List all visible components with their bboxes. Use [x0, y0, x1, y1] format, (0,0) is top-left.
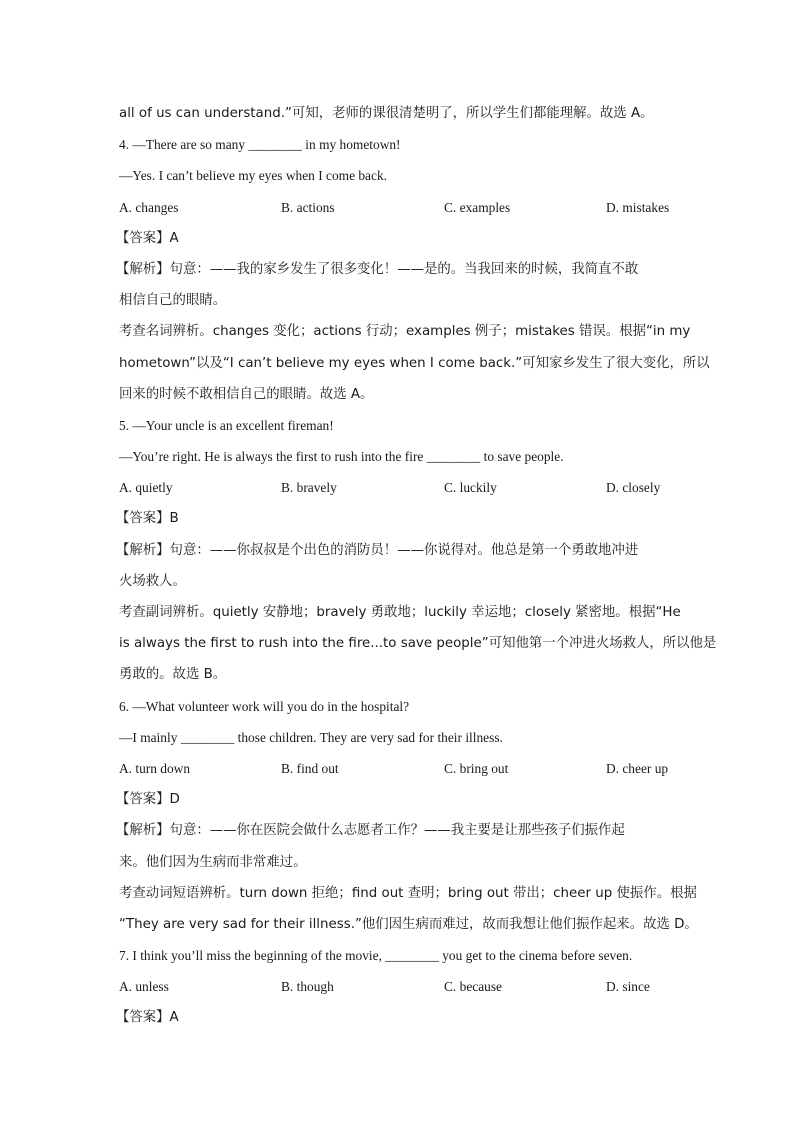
option-c: C. examples	[444, 199, 511, 215]
option-d: D. closely	[606, 480, 661, 496]
option-c: C. luckily	[444, 480, 497, 496]
option-a: A. changes	[119, 199, 179, 215]
text-line: 回来的时候不敢相信自己的眼睛。故选 A。	[119, 386, 374, 402]
option-d: D. since	[606, 979, 650, 995]
question-4: 4. —There are so many ________ in my hometown!	[119, 137, 401, 153]
text-line: 勇敢的。故选 B。	[119, 667, 227, 683]
option-c: C. bring out	[444, 760, 509, 776]
text-line: 来。他们因为生病而非常难过。	[119, 854, 307, 870]
option-b: B. actions	[281, 199, 335, 215]
option-a: A. unless	[119, 979, 169, 995]
option-b: B. though	[281, 979, 334, 995]
options-row	[119, 192, 675, 223]
text-line: is always the first to rush into the fire...to save people”可知他第一个冲进火场救人，所以他是	[119, 636, 717, 652]
option-b: B. find out	[281, 760, 339, 776]
option-d: D. mistakes	[606, 199, 670, 215]
text-line: —I mainly ________ those children. They are very sad for their illness.	[119, 729, 503, 745]
text-line: all of us can understand.”可知，老师的课很清楚明了，所以学生们都能理解。故选 A。	[119, 106, 654, 121]
options-row	[119, 753, 675, 784]
text-line: 考查名词辨析。changes 变化；actions 行动；examples 例子；mistakes 错误。根据“in my	[119, 324, 691, 340]
text-line: “They are very sad for their illness.”他们因生病而难过，故而我想让他们振作起来。故选 D。	[119, 916, 698, 932]
option-b: B. bravely	[281, 480, 337, 496]
text-line: —You’re right. He is always the first to rush into the fire ________ to save people.	[119, 449, 564, 465]
answer-line: 【答案】A	[116, 230, 179, 246]
text-line: 火场救人。	[119, 573, 186, 589]
text-line: —Yes. I can’t believe my eyes when I come back.	[119, 168, 387, 184]
question-7: 7. I think you’ll miss the beginning of the movie, ________ you get to the cinema before seven.	[119, 948, 633, 964]
document-page	[116, 98, 717, 1034]
analysis-line: 【解析】句意：——我的家乡发生了很多变化！——是的。当我回来的时候，我简直不敢	[116, 261, 639, 277]
answer-line: 【答案】B	[116, 511, 179, 527]
question-6: 6. —What volunteer work will you do in the hospital?	[119, 698, 410, 714]
option-a: A. turn down	[119, 760, 191, 776]
analysis-line: 【解析】句意：——你在医院会做什么志愿者工作？——我主要是让那些孩子们振作起	[116, 823, 625, 839]
option-c: C. because	[444, 979, 503, 995]
option-a: A. quietly	[119, 480, 173, 496]
options-row	[119, 971, 675, 1002]
text-line: 考查动词短语辨析。turn down 拒绝；find out 查明；bring out 带出；cheer up 使振作。根据	[119, 885, 697, 901]
question-5: 5. —Your uncle is an excellent fireman!	[119, 417, 334, 433]
options-row	[119, 472, 675, 503]
option-d: D. cheer up	[606, 760, 669, 776]
answer-line: 【答案】A	[116, 1010, 179, 1026]
text-line: hometown”以及“I can’t believe my eyes when I come back.”可知家乡发生了很大变化，所以	[119, 355, 710, 371]
analysis-line: 【解析】句意：——你叔叔是个出色的消防员！——你说得对。他总是第一个勇敢地冲进	[116, 542, 639, 558]
text-line: 相信自己的眼睛。	[119, 293, 227, 309]
text-line: 考查副词辨析。quietly 安静地；bravely 勇敢地；luckily 幸运地；closely 紧密地。根据“He	[119, 605, 681, 620]
answer-line: 【答案】D	[116, 792, 180, 808]
